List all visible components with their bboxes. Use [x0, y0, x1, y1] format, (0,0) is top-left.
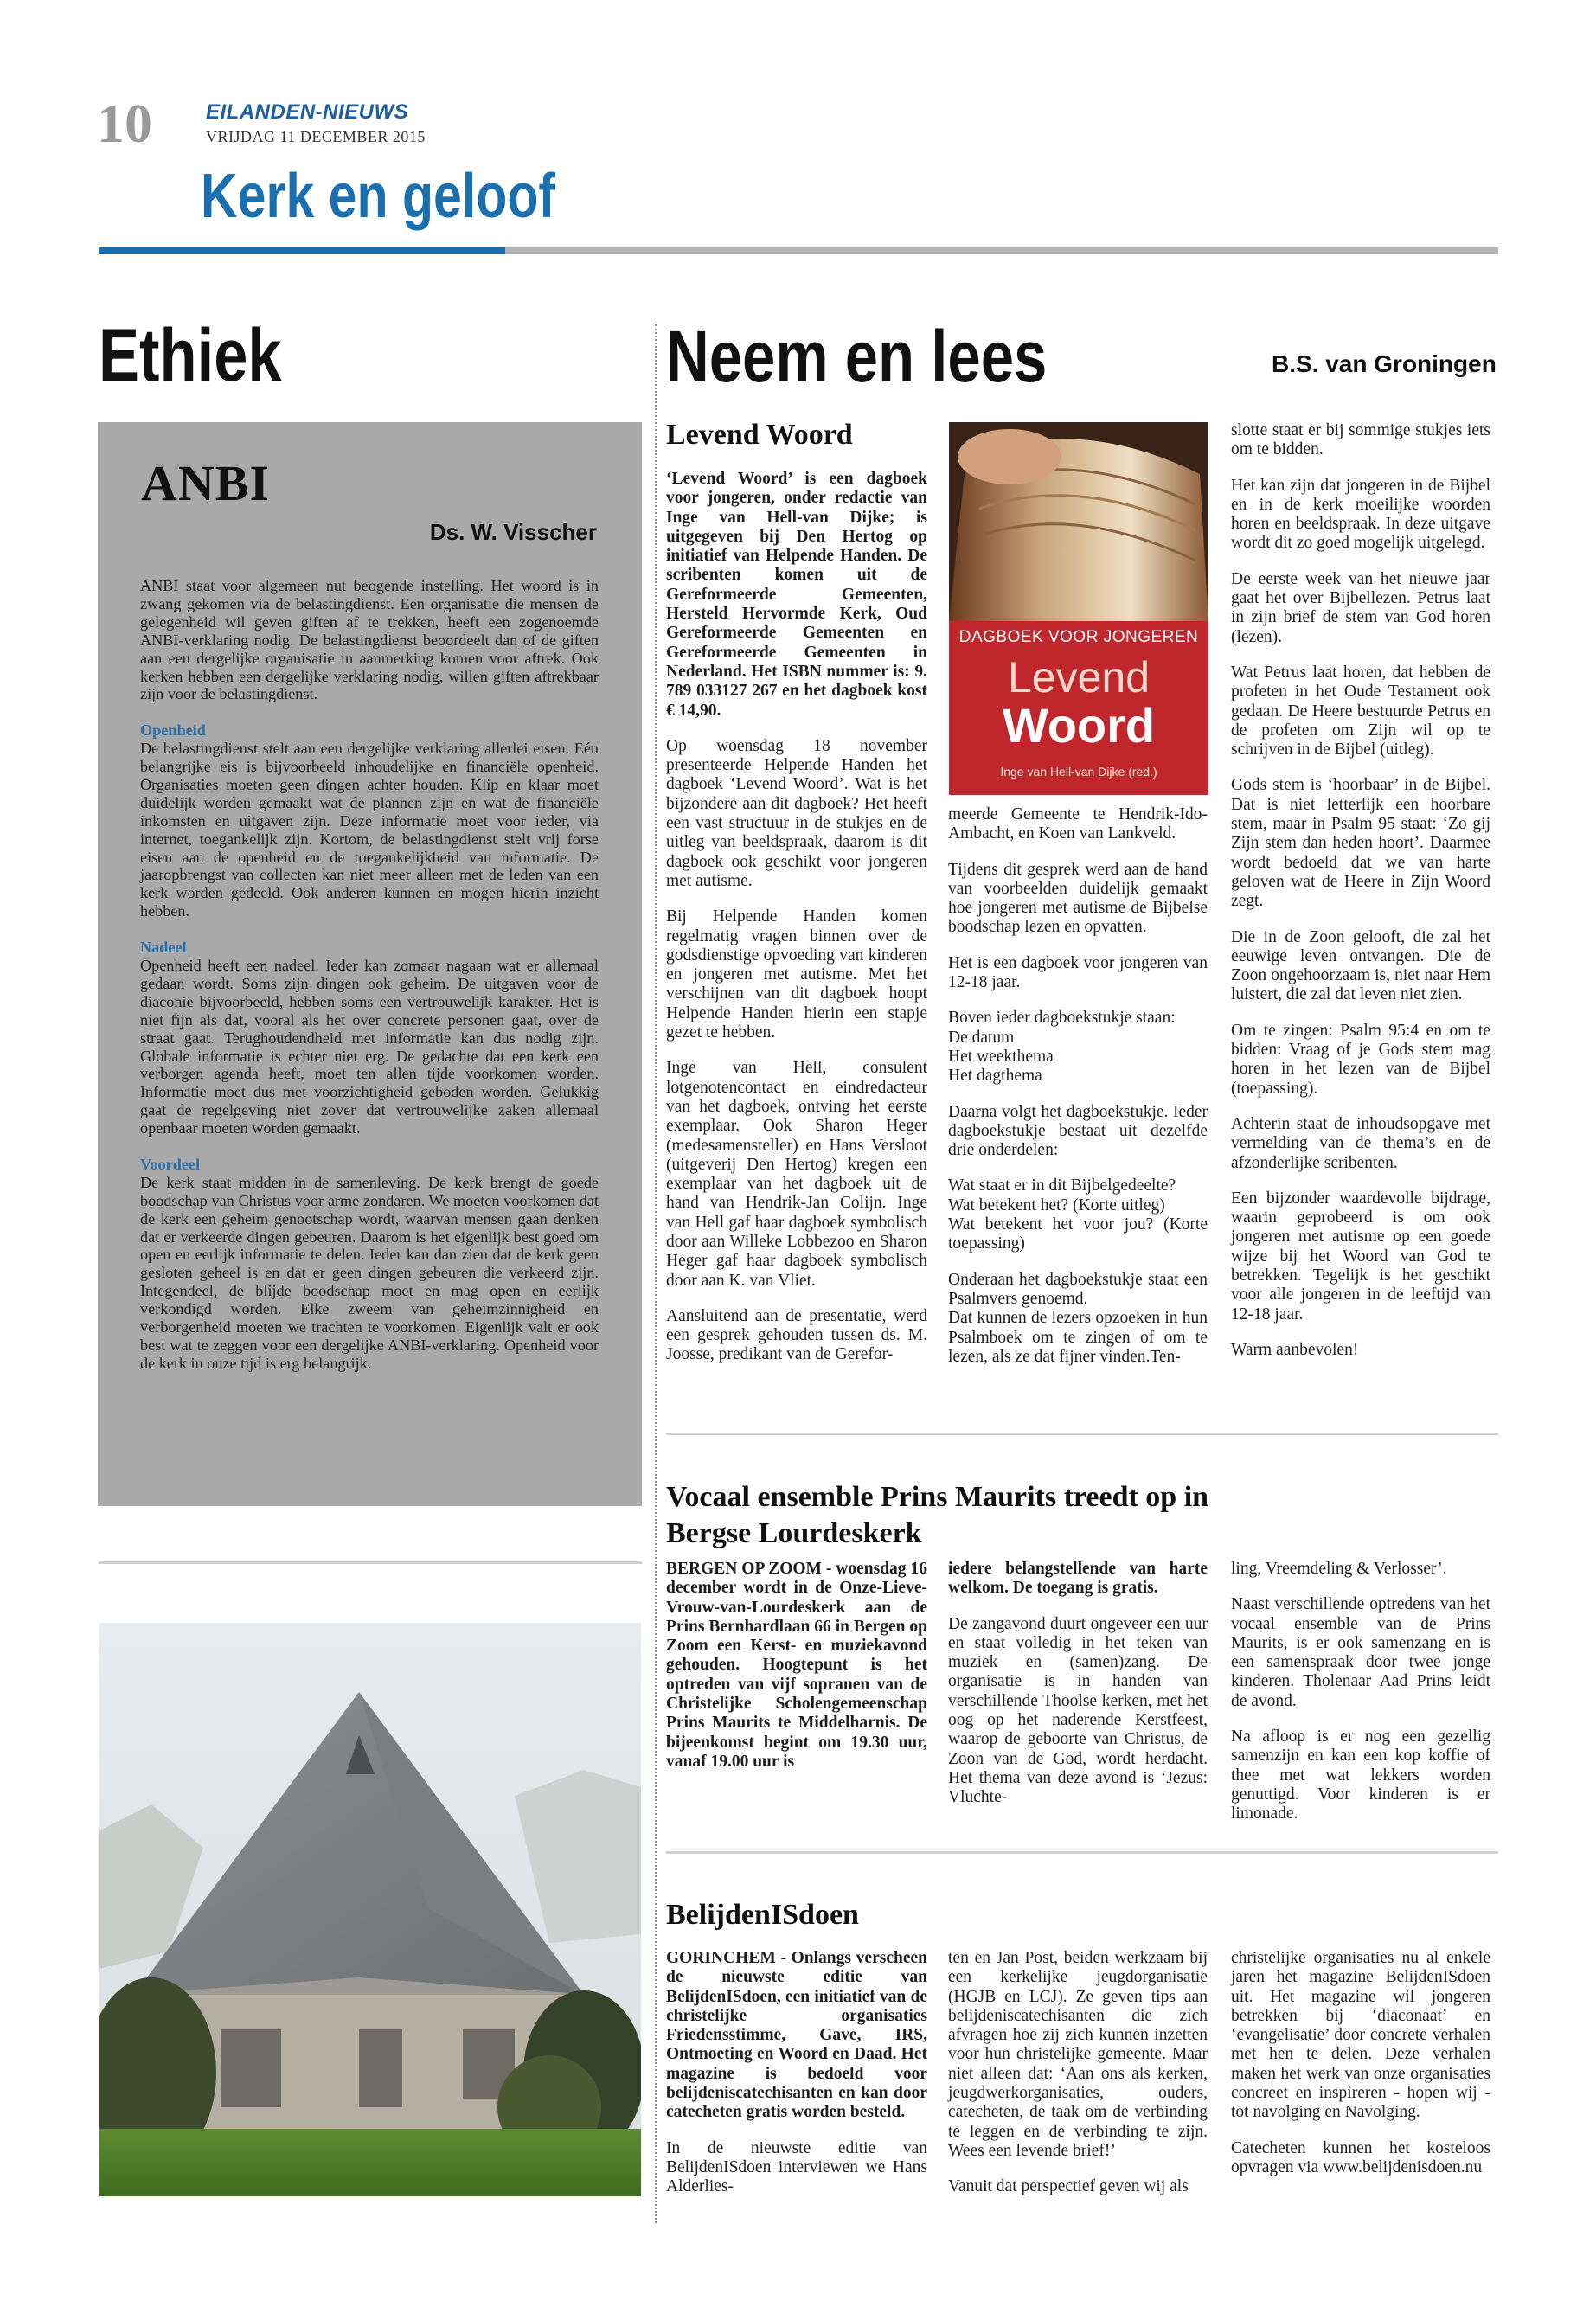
levend-woord-paragraph: slotte staat er bij sommige stukjes iets om te bidden.	[1231, 421, 1490, 459]
section-title: Kerk en geloof	[201, 162, 556, 231]
anbi-body	[140, 577, 599, 1391]
vocaal-lead-cont: iedere belangstellende van harte welkom. De toegang is gratis.	[948, 1560, 1208, 1598]
ethiek-column-title: Ethiek	[99, 314, 282, 397]
church-photo	[99, 1623, 641, 2196]
article-separator	[666, 1433, 1498, 1435]
levend-woord-paragraph: meerde Gemeente te Hendrik-Ido-Ambacht, en Koen van Lankveld.	[948, 805, 1208, 843]
vocaal-col1	[666, 1560, 927, 1788]
belijdenisdoen-paragraph: ten en Jan Post, beiden werkzaam bij een kerkelijke jeugdorganisatie (HGJB en LCJ). Ze geven tips aan belijdeniscatechisanten die zich afvragen hoe zij zich kunnen inzetten voor hun christelijke gemeente. Maar niet alleen dat: ‘Aan ons als kerken, jeugdwerkorganisaties, ouders, catecheten, de taak om de verbinding te leggen en de verbinding te zijn. Wees een levende brief!’	[948, 1949, 1208, 2160]
levend-woord-paragraph: Aansluitend aan de presentatie, werd een gesprek gehouden tussen ds. M. Joosse, predikant van de Gerefor-	[666, 1306, 927, 1364]
levend-woord-paragraph: Onderaan het dagboekstukje staat een Psalmvers genoemd. Dat kunnen de lezers opzoeken in hun Psalmboek om te zingen of om te lezen, als ze dat fijner vinden.Ten-	[948, 1270, 1208, 1366]
anbi-title: ANBI	[141, 455, 271, 511]
belijdenisdoen-col1	[666, 1949, 927, 2214]
belijdenisdoen-paragraph: christelijke organisaties nu al enkele jaren het magazine BelijdenISdoen uit. Het magazine wil jongeren betrekken bij ‘diaconaat’ en ‘evangelisatie’ door concrete verhalen met hen te delen. Deze verhalen maken het werk van onze organisaties concreet en inspireren - hopen wij - tot navolging en Navolging.	[1231, 1949, 1490, 2122]
levend-woord-paragraph: Het is een dagboek voor jongeren van 12-18 jaar.	[948, 953, 1208, 992]
anbi-subheading: Nadeel	[140, 939, 187, 957]
neem-en-lees-author: B.S. van Groningen	[1272, 350, 1497, 377]
cover-title-line1: Levend	[1007, 653, 1151, 702]
anbi-author: Ds. W. Visscher	[429, 519, 597, 545]
levend-woord-title: Levend Woord	[666, 419, 853, 451]
vocaal-paragraph: Naast verschillende optredens van het vocaal ensemble van de Prins Maurits, is er ook samenzang en is een samenspraak door twee jonge kinderen. Tholenaar Aad Prins leidt de avond.	[1231, 1595, 1490, 1710]
levend-woord-paragraph: Op woensdag 18 november presenteerde Helpende Handen het dagboek ‘Levend Woord’. Wat is het bijzondere aan dit dagboek? Het heeft een vast structuur in de stukjes en de uitleg van beeldspraak, daarom is dit dagboek ook geschikt voor jongeren met autisme.	[666, 736, 927, 890]
belijdenisdoen-title: BelijdenISdoen	[666, 1899, 859, 1931]
belijdenisdoen-col3	[1231, 1949, 1490, 2194]
levend-woord-lead: ‘Levend Woord’ is een dagboek voor jongeren, onder redactie van Inge van Hell-van Dijke; is uitgegeven bij Den Hertog op initiatief van Helpende Handen. De scribenten komen uit de Gereformeerde Gemeenten, Hersteld Hervormde Kerk, Oud Gereformeerde Gemeenten en Gereformeerde Gemeenten in Nederland. Het ISBN nummer is: 9. 789 033127 267 en het dagboek kost € 14,90.	[666, 470, 927, 720]
anbi-paragraph: Openheid heeft een nadeel. Ieder kan zomaar nagaan wat er allemaal gedaan wordt. Soms zijn dingen ook geheim. De uitgaven voor de diaconie bijvoorbeeld, hebben soms een vertrouwelijk karakter. Het is niet fijn als dat, vooral als het over concrete personen gaat, over de straat gaat. Terughoudendheid met informatie kan dus nodig zijn. Globale informatie is echter niet erg. De gedachte dat een kerk een verborgen agenda heeft, moet ten allen tijde voorkomen worden. Informatie moet dus met voorzichtigheid geboden worden. Gelukkig gaat de regelgeving niet zover dat vertrouwelijke zaken allemaal openbaar moeten worden gemaakt.	[140, 957, 599, 1138]
book-cover	[949, 422, 1208, 795]
header-rule-accent	[99, 247, 505, 254]
vocaal-col2	[948, 1560, 1208, 1824]
levend-woord-paragraph: Warm aanbevolen!	[1231, 1340, 1359, 1359]
levend-woord-paragraph: Tijdens dit gesprek werd aan de hand van voorbeelden duidelijk gemaakt hoe jongeren met autisme de Bijbelse boodschap lezen en opvatten.	[948, 860, 1208, 937]
article-separator	[666, 1851, 1498, 1854]
anbi-paragraph: De belastingdienst stelt aan een dergelijke verklaring allerlei eisen. Eén belangrijke eis is bijvoorbeeld inhoudelijke en financiële openheid. Organisaties moeten geen dingen achter houden. Klip en klaar moet duidelijk worden gemaakt wat de plannen zijn en wat de financiële inkomsten en uitgaven zijn. Deze informatie moet voor ieder, via internet, toegankelijk zijn. Kortom, de belastingdienst stelt vrij forse eisen aan de openheid en de toegankelijkheid van informatie. De jaaropbrengst van collecten kan niet meer alleen met de leden van een kerk worden gedeeld. Ook anderen kunnen en mogen hierin inzicht hebben.	[140, 740, 599, 920]
anbi-paragraph: De kerk staat midden in de samenleving. De kerk brengt de goede boodschap van Christus voor arme zondaren. We moeten voorkomen dat de kerk een geheim genootschap wordt, waarvan mensen gaan denken dat er verkeerde dingen gebeuren. Daarom is het eigenlijk best goed om open en eerlijk informatie te delen. Ieder kan dan zien dat de kerk geen gesloten geheel is en dat er geen dingen gebeuren die verkeerd zijn. Integendeel, de blijde boodschap moet en mag open en eerlijk verkondigd worden. Elke zweem van geheimzinnigheid en verborgenheid moeten we trachten te voorkomen. Eigenlijk valt er ook best wat te zeggen voor een dergelijke ANBI-verklaring. Openheid voor de kerk in onze tijd is erg belangrijk.	[140, 1173, 599, 1372]
belijdenisdoen-paragraph: Vanuit dat perspectief geven wij als	[948, 2177, 1189, 2196]
anbi-intro: ANBI staat voor algemeen nut beogende instelling. Het woord is in zwang gekomen via de belastingdienst. Een organisatie die mensen de gelegenheid wil geven giften af te trekken, heeft een zogenoemde ANBI-verklaring nodig. De belastingdienst beoordeelt dan of de giften aan een dergelijke organisatie in aanmerking komen voor aftrek. Ook kerken hebben een dergelijke verklaring nodig, willen giften aftrekbaar zijn voor de belastingdienst.	[140, 577, 599, 703]
cover-title-line2: Woord	[1002, 698, 1156, 753]
page-number: 10	[97, 93, 152, 154]
levend-woord-paragraph: Inge van Hell, consulent lotgenotencontact en eindredacteur van het dagboek, ontving het eerste exemplaar. Ook Sharon Heger (medesamensteller) en Hans Versloot (uitgeverij Den Hertog) kregen een exemplaar van het dagboek uit de hand van Hendrik-Jan Colijn. Inge van Hell gaf haar dagboek symbolisch door aan Willeke Lobbezoo en Sharon Heger gaf haar dagboek symbolisch door aan K. van Vliet.	[666, 1059, 927, 1290]
belijdenisdoen-col2	[948, 1949, 1208, 2214]
levend-woord-paragraph: Daarna volgt het dagboekstukje. Ieder dagboekstukje bestaat uit dezelfde drie onderdelen:	[948, 1102, 1208, 1160]
levend-woord-col1	[666, 470, 927, 1381]
levend-woord-paragraph: Boven ieder dagboekstukje staan: De datum Het weekthema Het dagthema	[948, 1009, 1176, 1086]
belijdenisdoen-lead: GORINCHEM - Onlangs verscheen de nieuwste editie van BelijdenISdoen, een initiatief van de christelijke organisaties Friedensstimme, Gave, IRS, Ontmoeting en Woord en Daad. Het magazine is bedoeld voor belijdeniscatechisanten en kan door catecheten gratis worden besteld.	[666, 1949, 927, 2122]
levend-woord-paragraph: Om te zingen: Psalm 95:4 en om te bidden: Vraag of je Gods stem mag horen in het lezen van de Bijbel (toepassing).	[1231, 1021, 1490, 1098]
levend-woord-paragraph: Achterin staat de inhoudsopgave met vermelding van de thema’s en de afzonderlijke scribenten.	[1231, 1114, 1490, 1172]
photo-top-rule	[99, 1561, 642, 1564]
cover-editor: Inge van Hell-van Dijke (red.)	[1000, 765, 1157, 779]
publication-name: EILANDEN-NIEUWS	[206, 100, 409, 124]
vocaal-paragraph: De zangavond duurt ongeveer een uur en staat volledig in het teken van muziek en (samen)zang. De organisatie is in handen van verschillende Thoolse kerken, met het oog op het naderende Kerstfeest, waarop de geboorte van Christus, de Zoon van de God, wordt herdacht. Het thema van deze avond is ‘Jezus: Vluchte-	[948, 1614, 1208, 1807]
levend-woord-paragraph: Bij Helpende Handen komen regelmatig vragen binnen over de godsdienstige opvoeding van kinderen en jongeren met autisme. Met het verschijnen van dit dagboek hoopt Helpende Handen hierin een stapje gezet te hebben.	[666, 907, 927, 1042]
cover-label: DAGBOEK VOOR JONGEREN	[958, 628, 1199, 646]
issue-date: VRIJDAG 11 DECEMBER 2015	[206, 128, 426, 145]
header-rule	[505, 247, 1498, 254]
anbi-subheading: Openheid	[140, 721, 206, 740]
vocaal-paragraph: Na afloop is er nog een gezellig samenzijn en kan een kop koffie of thee met wat lekkers worden genuttigd. Voor kinderen is er limonade.	[1231, 1727, 1490, 1823]
levend-woord-paragraph: Wat Petrus laat horen, dat hebben de profeten in het Oude Testament ook gedaan. De Heere bestuurde Petrus en de profeten om Zijn wil op te schrijven in de Bijbel (uitleg).	[1231, 663, 1490, 760]
levend-woord-paragraph: De eerste week van het nieuwe jaar gaat het over Bijbellezen. Petrus laat in zijn brief de stem van God horen (lezen).	[1231, 569, 1490, 646]
column-divider	[655, 324, 657, 2223]
vocaal-col3	[1231, 1560, 1490, 1841]
vocaal-lead: BERGEN OP ZOOM - woensdag 16 december wordt in de Onze-Lieve-Vrouw-van-Lourdeskerk aan de Prins Bernhardlaan 66 in Bergen op Zoom een Kerst- en muziekavond gehouden. Hoogtepunt is het optreden van vijf sopranen van de Christelijke Scholengemeenschap Prins Maurits te Middelharnis. De bijeenkomst begint om 19.30 uur, vanaf 19.00 uur is	[666, 1560, 927, 1771]
anbi-subheading: Voordeel	[140, 1155, 201, 1173]
levend-woord-paragraph: Die in de Zoon gelooft, die zal het eeuwige leven ontvangen. Die de Zoon ongehoorzaam is, niet naar Hem luistert, die zal dat leven niet zien.	[1231, 927, 1490, 1004]
neem-en-lees-title: Neem en lees	[666, 316, 1048, 397]
vocaal-paragraph: ling, Vreemdeling & Verlosser’.	[1231, 1560, 1447, 1578]
levend-woord-paragraph: Wat staat er in dit Bijbelgedeelte? Wat betekent het? (Korte uitleg) Wat betekent het voor jou? (Korte toepassing)	[948, 1176, 1208, 1253]
belijdenisdoen-paragraph: Catecheten kunnen het kosteloos opvragen via www.belijdenisdoen.nu	[1231, 2138, 1490, 2176]
vocaal-title: Vocaal ensemble Prins Maurits treedt op in Bergse Lourdeskerk	[666, 1481, 1209, 1549]
levend-woord-paragraph: Gods stem is ‘hoorbaar’ in de Bijbel. Dat is niet letterlijk een hoorbare stem, maar in Psalm 95 staat: ‘Zo gij Zijn stem dan heden hoort’. Daarmee wordt bedoeld dat we van harte geloven wat de Heere in Zijn Woord zegt.	[1231, 776, 1490, 911]
levend-woord-col2	[948, 805, 1208, 1383]
belijdenisdoen-paragraph: In de nieuwste editie van BelijdenISdoen interviewen we Hans Alderlies-	[666, 2138, 927, 2196]
levend-woord-col3	[1231, 421, 1490, 1376]
levend-woord-paragraph: Het kan zijn dat jongeren in de Bijbel en in de kerk moeilijke woorden horen en beeldspraak. In deze uitgave wordt dit zo goed mogelijk uitgelegd.	[1231, 476, 1490, 553]
levend-woord-paragraph: Een bijzonder waardevolle bijdrage, waarin geprobeerd is om ook jongeren met autisme op een goede wijze bij het Woord van God te betrekken. Tegelijk is het geschikt voor alle jongeren in de leeftijd van 12-18 jaar.	[1231, 1189, 1490, 1324]
